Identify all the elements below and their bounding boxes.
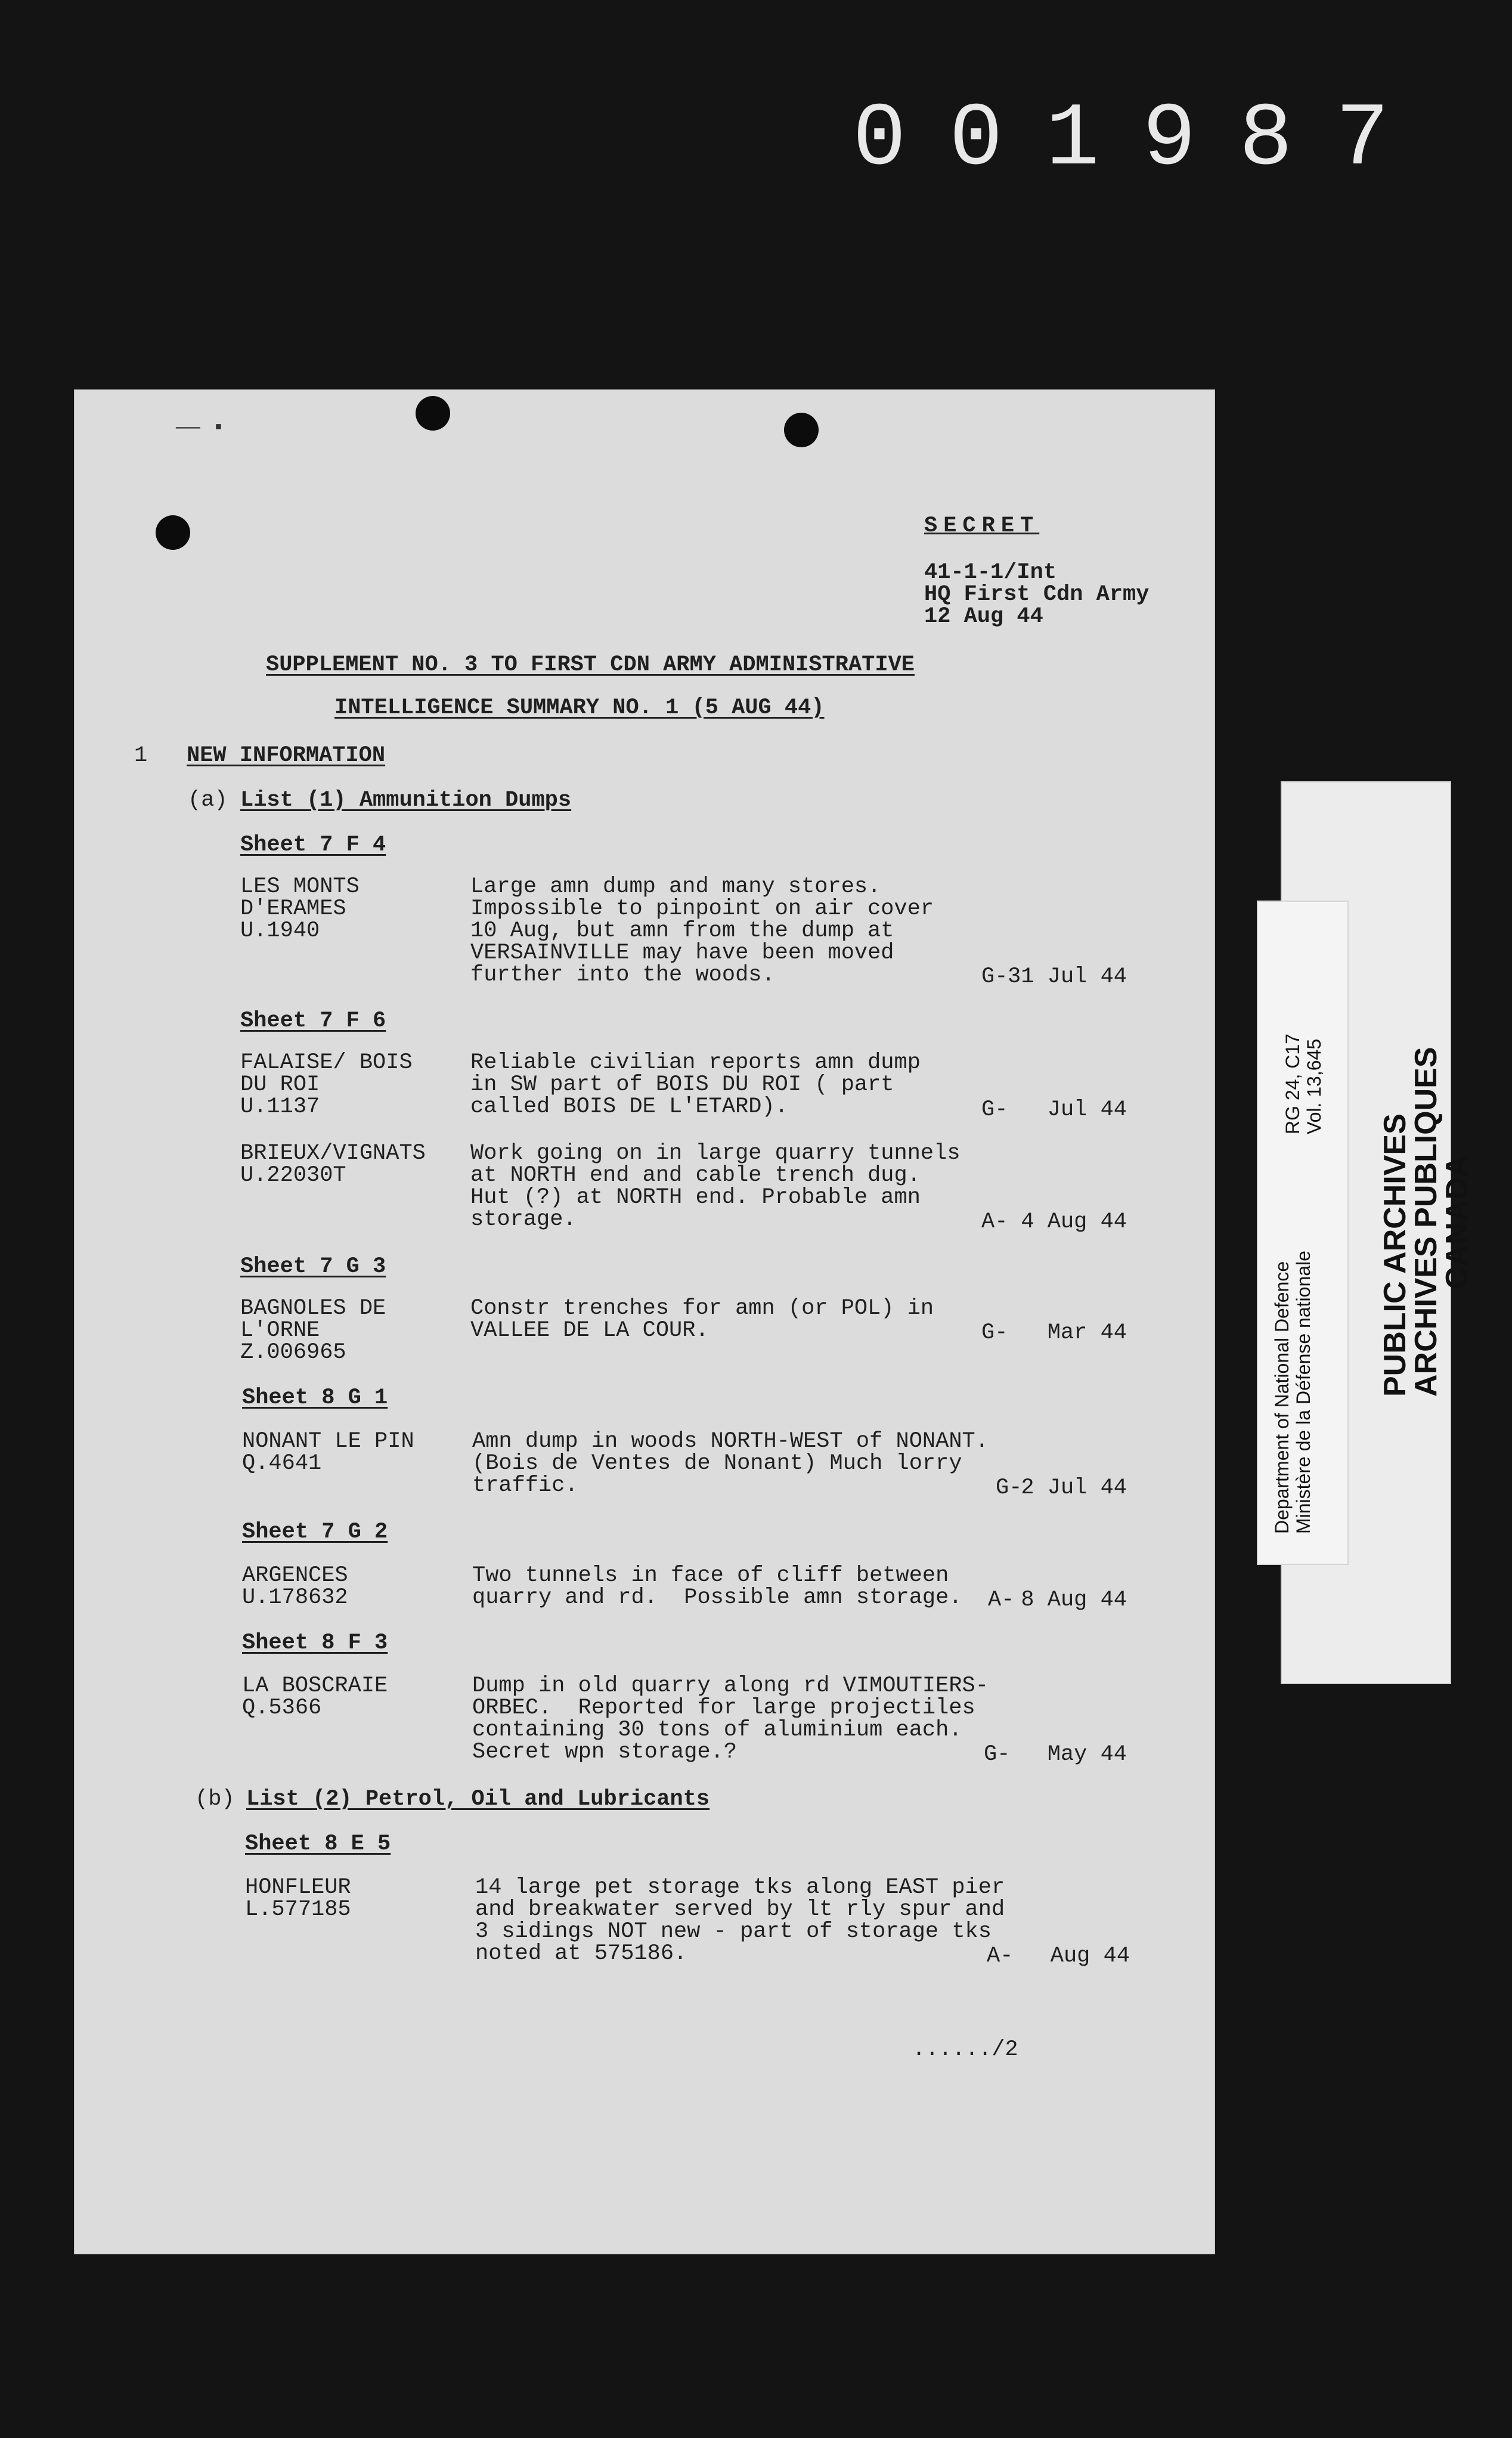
volume-number: Vol. 13,645 <box>1303 1038 1325 1134</box>
entry-date: 31 Jul 44 <box>1008 964 1127 989</box>
entry-description: Dump in old quarry along rd VIMOUTIERS- ORBEC. Reported for large projectiles containing 30 tons of aluminium each. Secret wpn storage.? <box>472 1673 989 1765</box>
entry-date: Aug 44 <box>1050 1944 1130 1969</box>
entry-place: HONFLEUR L.577185 <box>245 1875 351 1922</box>
entry-place: BRIEUX/VIGNATS U.22030T <box>240 1141 426 1188</box>
entry-source: A- <box>988 1588 1015 1613</box>
entry-date: Mar 44 <box>1047 1320 1127 1345</box>
list-a-marker: (a) <box>188 788 228 813</box>
entry-source: A- <box>987 1944 1014 1969</box>
continuation-marker: ....../2 <box>912 2037 1018 2062</box>
archives-country: CANADA <box>1440 1155 1474 1289</box>
entry-date: 2 Jul 44 <box>1021 1475 1127 1500</box>
entry-source: A- <box>981 1209 1008 1235</box>
entry-date: 4 Aug 44 <box>1021 1209 1127 1235</box>
entry-date: Jul 44 <box>1047 1097 1127 1122</box>
entry-description: Amn dump in woods NORTH-WEST of NONANT. (Bois de Ventes de Nonant) Much lorry traffic. <box>472 1429 989 1498</box>
sheet-label: Sheet 8 E 5 <box>245 1831 391 1857</box>
list-a-title: List (1) Ammunition Dumps <box>240 788 572 813</box>
entry-source: G- <box>984 1742 1011 1767</box>
record-group: RG 24, C17 <box>1282 1034 1303 1134</box>
document-page <box>74 389 1215 2254</box>
frame-number: 001987 <box>853 89 1433 191</box>
entry-place: BAGNOLES DE L'ORNE Z.006965 <box>240 1296 386 1365</box>
entry-date: 8 Aug 44 <box>1021 1588 1127 1613</box>
title-line-1: SUPPLEMENT NO. 3 TO FIRST CDN ARMY ADMINISTRATIVE <box>266 652 915 677</box>
sheet-label: Sheet 8 G 1 <box>242 1385 388 1410</box>
entry-description: Reliable civilian reports amn dump in SW part of BOIS DU ROI ( part called BOIS DE L'ETARD). <box>470 1050 921 1119</box>
sheet-label: Sheet 7 F 6 <box>240 1008 386 1034</box>
department-fr: Ministère de la Défense nationale <box>1293 1251 1314 1534</box>
list-b-title: List (2) Petrol, Oil and Lubricants <box>246 1787 710 1812</box>
department-en: Department of National Defence <box>1271 1261 1293 1534</box>
entry-source: G- <box>996 1475 1023 1500</box>
punch-hole <box>416 396 450 431</box>
entry-description: Two tunnels in face of cliff between quarry and rd. Possible amn storage. <box>472 1563 962 1610</box>
entry-place: LES MONTS D'ERAMES U.1940 <box>240 874 360 943</box>
list-b-marker: (b) <box>195 1787 235 1812</box>
entry-place: FALAISE/ BOIS DU ROI U.1137 <box>240 1050 413 1119</box>
sheet-label: Sheet 7 F 4 <box>240 833 386 858</box>
archives-en: PUBLIC ARCHIVES <box>1378 1113 1412 1397</box>
punch-hole <box>784 413 819 447</box>
classification: SECRET <box>924 513 1040 539</box>
reference: 41-1-1/Int <box>924 560 1057 585</box>
entry-source: G- <box>981 1097 1008 1122</box>
entry-source: G- <box>981 1320 1008 1345</box>
sheet-label: Sheet 7 G 3 <box>240 1254 386 1279</box>
entry-description: Constr trenches for amn (or POL) in VALLEE DE LA COUR. <box>470 1296 934 1343</box>
entry-source: G- <box>981 964 1008 989</box>
document-date: 12 Aug 44 <box>924 604 1043 629</box>
punch-hole <box>156 515 190 550</box>
entry-description: Work going on in large quarry tunnels at NORTH end and cable trench dug. Hut (?) at NORTH end. Probable amn storage. <box>470 1141 961 1232</box>
section-title: NEW INFORMATION <box>187 743 386 768</box>
entry-description: 14 large pet storage tks along EAST pier and breakwater served by lt rly spur and 3 sidings NOT new - part of storage tks noted at 575186. <box>475 1875 1005 1966</box>
entry-place: NONANT LE PIN Q.4641 <box>242 1429 414 1476</box>
stray-mark: —— ▪ <box>176 417 225 440</box>
department-label-card <box>1257 901 1349 1565</box>
entry-place: LA BOSCRAIE Q.5366 <box>242 1673 388 1721</box>
archives-fr: ARCHIVES PUBLIQUES <box>1409 1047 1443 1397</box>
entry-date: May 44 <box>1047 1742 1127 1767</box>
title-line-2: INTELLIGENCE SUMMARY NO. 1 (5 AUG 44) <box>334 695 825 720</box>
entry-description: Large amn dump and many stores. Impossible to pinpoint on air cover 10 Aug, but amn from the dump at VERSAINVILLE may have been moved further into the woods. <box>470 874 934 988</box>
sheet-label: Sheet 8 F 3 <box>242 1631 388 1656</box>
origin: HQ First Cdn Army <box>924 582 1150 607</box>
sheet-label: Sheet 7 G 2 <box>242 1520 388 1545</box>
entry-place: ARGENCES U.178632 <box>242 1563 348 1610</box>
section-number: 1 <box>134 743 148 768</box>
